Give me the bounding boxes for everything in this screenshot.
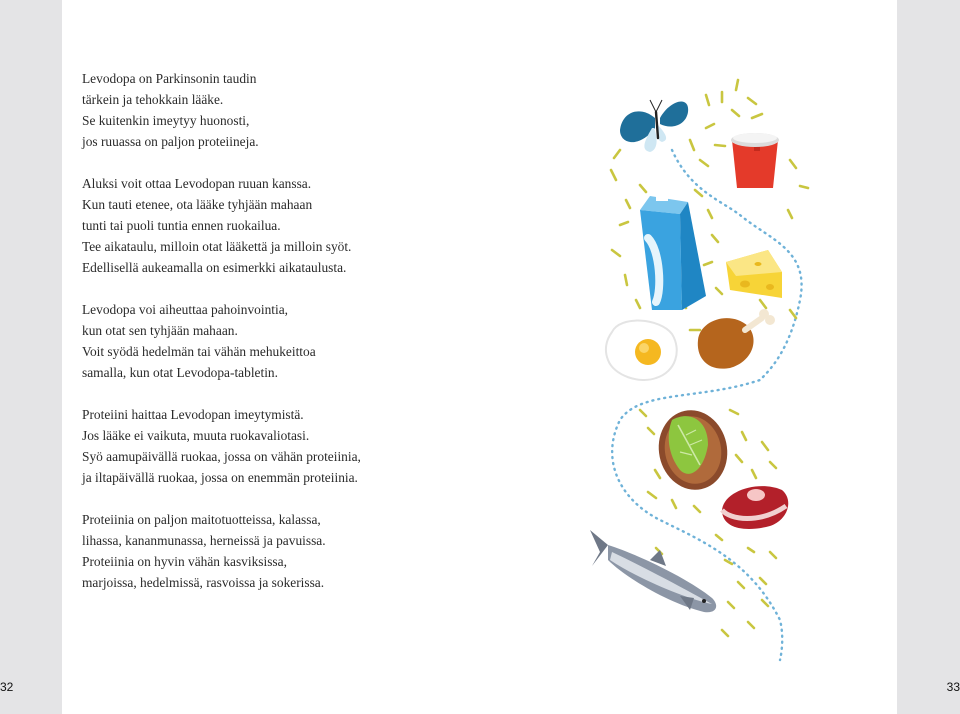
text-line: Levodopa voi aiheuttaa pahoinvointia, — [82, 302, 289, 317]
page-number-right: 33 — [946, 680, 960, 694]
text-line: Edellisellä aukeamalla on esimerkki aikataulusta. — [82, 260, 347, 275]
milk-carton-icon — [640, 192, 706, 310]
text-line: kun otat sen tyhjään mahaan. — [82, 323, 238, 338]
text-line: Kun tauti etenee, ota lääke tyhjään mahaan — [82, 197, 313, 212]
text-line: Proteiinia on hyvin vähän kasviksissa, — [82, 554, 287, 569]
steak-icon — [722, 486, 788, 529]
yogurt-cup-icon — [731, 133, 779, 188]
fried-egg-icon — [606, 321, 677, 380]
text-line: Levodopa on Parkinsonin taudin — [82, 71, 257, 86]
text-line: lihassa, kananmunassa, herneissä ja pavuissa. — [82, 533, 326, 548]
text-line: Proteiinia on paljon maitotuotteissa, kalassa, — [82, 512, 321, 527]
potato-icon — [651, 404, 734, 496]
text-line: Aluksi voit ottaa Levodopan ruuan kanssa. — [82, 176, 312, 191]
text-line: Syö aamupäivällä ruokaa, jossa on vähän proteiinia, — [82, 449, 361, 464]
text-line: Se kuitenkin imeytyy huonosti, — [82, 113, 250, 128]
booklet-spread — [62, 0, 897, 714]
food-illustration — [62, 0, 897, 714]
text-line: samalla, kun otat Levodopa-tabletin. — [82, 365, 278, 380]
cheese-icon — [726, 250, 782, 298]
text-line: Proteiini haittaa Levodopan imeytymistä. — [82, 407, 304, 422]
text-line: Tee aikataulu, milloin otat lääkettä ja milloin syöt. — [82, 239, 352, 254]
text-line: marjoissa, hedelmissä, rasvoissa ja sokerissa. — [82, 575, 325, 590]
text-line: tunti tai puoli tuntia ennen ruokailua. — [82, 218, 281, 233]
text-line: ja iltapäivällä ruokaa, jossa on enemmän proteiinia. — [82, 470, 358, 485]
text-line: tärkein ja tehokkain lääke. — [82, 92, 224, 107]
page-number-left: 32 — [0, 680, 14, 694]
text-line: Voit syödä hedelmän tai vähän mehukeittoa — [82, 344, 316, 359]
fish-icon — [590, 530, 716, 612]
butterfly-icon — [620, 100, 688, 152]
text-line: jos ruuassa on paljon proteiineja. — [82, 134, 259, 149]
chicken-leg-icon — [698, 309, 775, 369]
text-line: Jos lääke ei vaikuta, muuta ruokavaliotasi. — [82, 428, 310, 443]
